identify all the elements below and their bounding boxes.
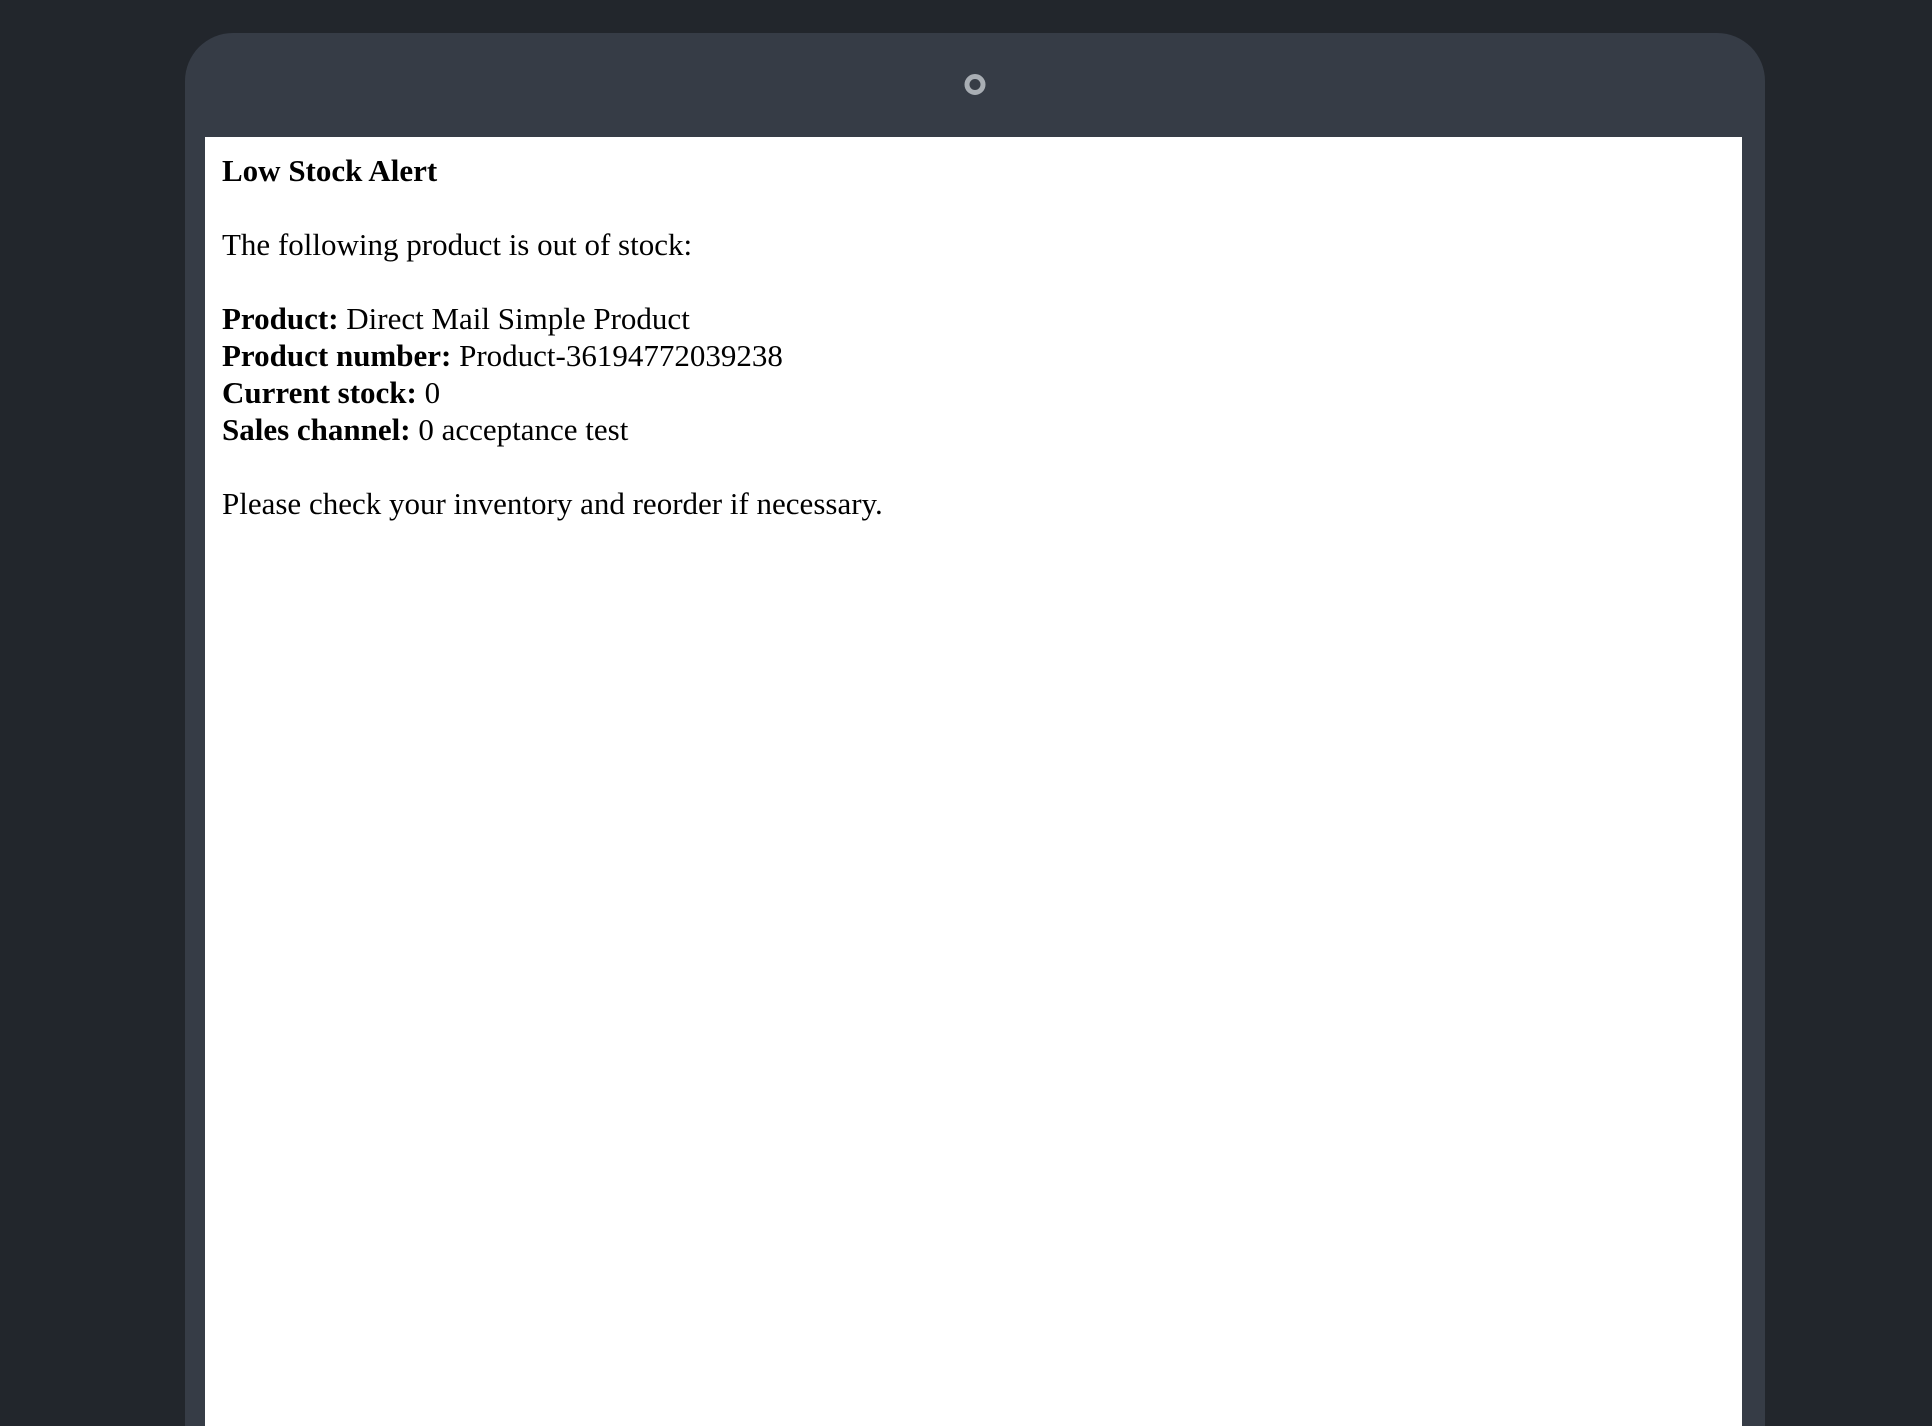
field-label: Sales channel:: [222, 412, 411, 447]
blank-line: [222, 448, 1722, 485]
field-label: Product:: [222, 301, 339, 336]
field-row-sales-channel: [222, 411, 1722, 448]
field-value: Product-36194772039238: [459, 338, 783, 373]
field-value: 0 acceptance test: [418, 412, 629, 447]
email-body: [205, 137, 1742, 522]
camera-dot-icon: [965, 74, 986, 95]
field-row-product: [222, 300, 1722, 337]
field-label: Product number:: [222, 338, 452, 373]
field-row-product-number: [222, 337, 1722, 374]
field-value: Direct Mail Simple Product: [346, 301, 690, 336]
field-label: Current stock:: [222, 375, 417, 410]
device-frame: [185, 33, 1765, 1426]
email-intro-text: The following product is out of stock:: [222, 227, 693, 262]
blank-line: [222, 189, 1722, 226]
email-title: Low Stock Alert: [222, 153, 438, 188]
email-footer-text: Please check your inventory and reorder if necessary.: [222, 486, 883, 521]
field-row-current-stock: [222, 374, 1722, 411]
email-preview-viewport: [205, 137, 1742, 1426]
email-fields: [222, 300, 1722, 448]
blank-line: [222, 263, 1722, 300]
field-value: 0: [424, 375, 441, 410]
